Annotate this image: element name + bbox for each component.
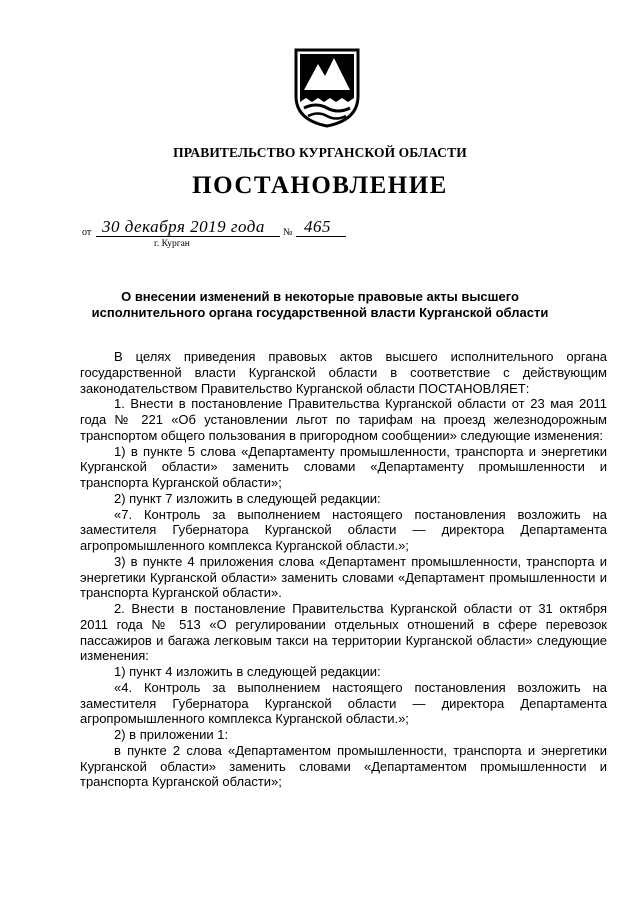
document-number: 465	[304, 217, 331, 236]
number-underline	[296, 236, 346, 237]
paragraph-subitem-1-1: 1) в пункте 5 слова «Департаменту промышленности, транспорта и энергетики Курганской области» заменить словами «Департаменту промышленности и транспорта Курганской области»;	[80, 443, 607, 490]
paragraph-subitem-1-3: 3) в пункте 4 приложения слова «Департамент промышленности, транспорта и энергетики Курганской области» заменить словами «Департамент промышленности и транспорта Курганской области».	[80, 553, 607, 601]
document-date: 30 декабря 2019 года	[102, 217, 265, 236]
document-type-title: ПОСТАНОВЛЕНИЕ	[192, 172, 448, 199]
government-name: ПРАВИТЕЛЬСТВО КУРГАНСКОЙ ОБЛАСТИ	[173, 145, 467, 160]
paragraph-item-1: 1. Внести в постановление Правительства Курганской области от 23 мая 2011 года № 221 «Об установлении льгот по тарифам на проезд железнодорожным транспортом общего пользования в пригородном сообщении» следующие изменения:	[80, 396, 607, 443]
document-body	[80, 349, 607, 790]
date-prefix: от	[82, 227, 92, 238]
document-city: г. Курган	[154, 239, 190, 249]
paragraph-appendix-item-2: в пункте 2 слова «Департаментом промышленности, транспорта и энергетики Курганской области» заменить словами «Департаментом промышленности и транспорта Курганской области»;	[80, 742, 607, 790]
paragraph-subitem-1-2: 2) пункт 7 изложить в следующей редакции:	[114, 490, 381, 506]
date-underline	[96, 236, 280, 237]
paragraph-quote-7: «7. Контроль за выполнением настоящего постановления возложить на заместителя Губернатора Курганской области — директора Департамента агропромышленного комплекса Курганской области.»;	[80, 506, 607, 553]
paragraph-subitem-2-1: 1) пункт 4 изложить в следующей редакции:	[114, 664, 381, 679]
coat-of-arms-icon	[294, 46, 360, 128]
paragraph-preamble: В целях приведения правовых актов высшего исполнительного органа государственной власти Курганской области в соответствие с действующим законодательством Правительство Курганской области ПОСТАНОВЛЯЕТ:	[80, 349, 607, 396]
date-number-line	[82, 217, 352, 247]
number-prefix: №	[283, 227, 293, 238]
paragraph-quote-4: «4. Контроль за выполнением настоящего постановления возложить на заместителя Губернатора Курганской области — директора Департамента агропромышленного комплекса Курганской области.»;	[80, 679, 607, 727]
paragraph-subitem-2-2: 2) в приложении 1:	[114, 727, 229, 742]
document-subject: О внесении изменений в некоторые правовые акты высшего исполнительного органа государственной власти Курганской области	[91, 289, 549, 320]
paragraph-item-2: 2. Внести в постановление Правительства Курганской области от 31 октября 2011 года № 513 «О регулировании отдельных отношений в сфере перевозок пассажиров и багажа легковым такси на территории Курганской области» следующие изменения:	[80, 601, 607, 664]
